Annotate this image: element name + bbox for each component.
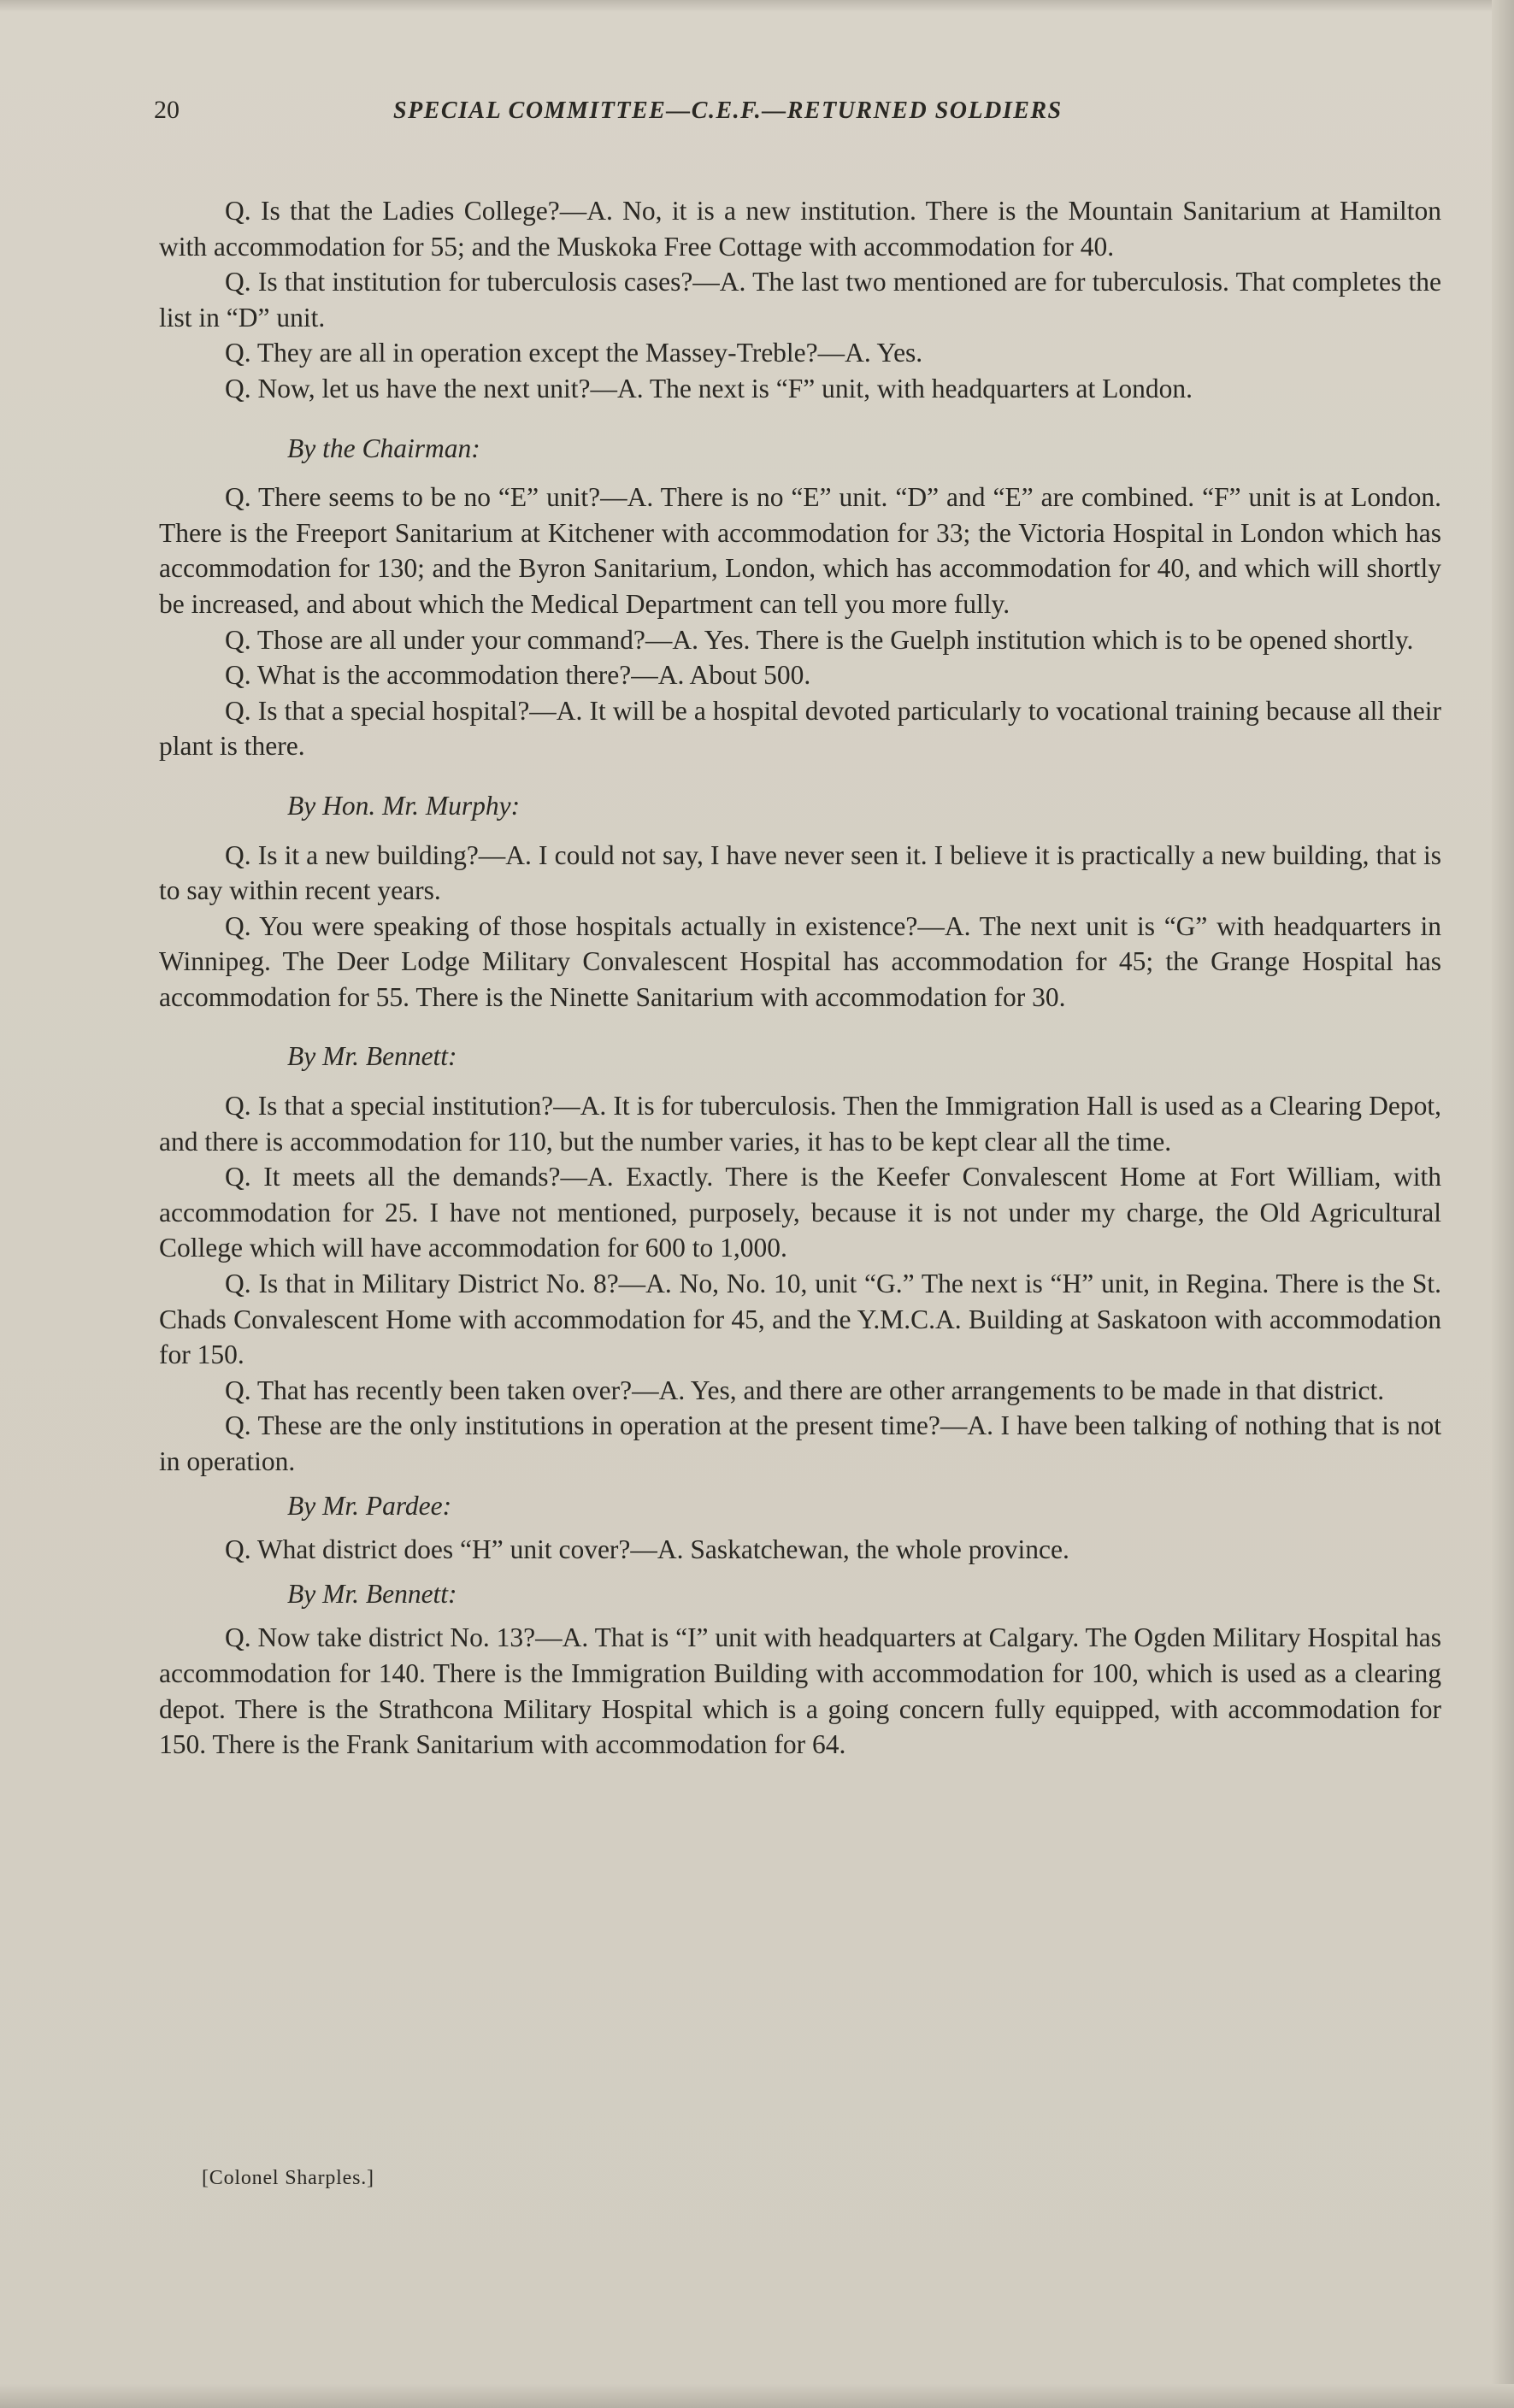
question-answer-paragraph: Q. Is that institution for tuberculosis cases?—A. The last two mentioned are for tuberculosis. That completes the list in “D” unit. xyxy=(159,267,1441,333)
question-answer-paragraph: Q. Now take district No. 13?—A. That is “I” unit with headquarters at Calgary. The Ogden Military Hospital has accommodation for 140. There is the Immigration Building with accommodation for 100, which is used as a clearing depot. There is the Strathcona Military Hospital which is a going concern fully equipped, with accommodation for 150. There is the Frank Sanitarium with accommodation for 64. xyxy=(159,1622,1441,1760)
speaker-heading: By the Chairman: xyxy=(287,433,480,463)
running-head: SPECIAL COMMITTEE—C.E.F.—RETURNED SOLDIERS xyxy=(393,97,1063,124)
page-number: 20 xyxy=(154,96,180,124)
page-bottom-edge xyxy=(0,2384,1514,2408)
page-header xyxy=(154,96,1445,140)
page-top-edge xyxy=(0,0,1514,12)
witness-note: [Colonel Sharples.] xyxy=(202,2167,374,2189)
question-answer-paragraph: Q. Those are all under your command?—A. Yes. There is the Guelph institution which is to be opened shortly. xyxy=(225,624,1414,655)
question-answer-paragraph: Q. Is that the Ladies College?—A. No, it is a new institution. There is the Mountain Sanitarium at Hamilton with accommodation for 55; and the Muskoka Free Cottage with accommodation for 40. xyxy=(159,196,1441,262)
question-answer-paragraph: Q. It meets all the demands?—A. Exactly. There is the Keefer Convalescent Home at Fort William, with accommodation for 25. I have not mentioned, purposely, because it is not under my charge, the Old Agricultural College which will have accommodation for 600 to 1,000. xyxy=(159,1162,1441,1263)
speaker-heading: By Mr. Bennett: xyxy=(287,1041,457,1072)
question-answer-paragraph: Q. There seems to be no “E” unit?—A. There is no “E” unit. “D” and “E” are combined. “F” unit is at London. There is the Freeport Sanitarium at Kitchener with accommodation for 33; the Victoria Hospital in London which has accommodation for 130; and the Byron Sanitarium, London, which has accommodation for 40, and which will shortly be increased, and about which the Medical Department can tell you more fully. xyxy=(159,482,1441,619)
page-right-edge xyxy=(1492,0,1514,2408)
question-answer-paragraph: Q. They are all in operation except the Massey-Treble?—A. Yes. xyxy=(225,338,923,368)
question-answer-paragraph: Q. Is it a new building?—A. I could not say, I have never seen it. I believe it is practically a new building, that is to say within recent years. xyxy=(159,839,1441,906)
speaker-heading: By Hon. Mr. Murphy: xyxy=(287,790,521,821)
question-answer-paragraph: Q. What district does “H” unit cover?—A. Saskatchewan, the whole province. xyxy=(225,1534,1069,1565)
speaker-heading: By Mr. Pardee: xyxy=(287,1490,452,1521)
question-answer-paragraph: Q. Now, let us have the next unit?—A. The next is “F” unit, with headquarters at London. xyxy=(225,373,1193,403)
question-answer-paragraph: Q. Is that a special hospital?—A. It will be a hospital devoted particularly to vocational training because all their plant is there. xyxy=(159,695,1441,762)
question-answer-paragraph: Q. What is the accommodation there?—A. About 500. xyxy=(225,660,811,691)
question-answer-paragraph: Q. Is that in Military District No. 8?—A. No, No. 10, unit “G.” The next is “H” unit, in Regina. There is the St. Chads Convalescent Home with accommodation for 45, and the Y.M.C.A. Building at Saskatoon with accommodation for 150. xyxy=(159,1269,1441,1370)
question-answer-paragraph: Q. Is that a special institution?—A. It is for tuberculosis. Then the Immigration Hall is used as a Clearing Depot, and there is accommodation for 110, but the number varies, it has to be kept clear all the time. xyxy=(159,1091,1441,1157)
testimony-body xyxy=(159,193,1441,1763)
question-answer-paragraph: Q. These are the only institutions in operation at the present time?—A. I have been talking of nothing that is not in operation. xyxy=(159,1410,1441,1476)
speaker-heading: By Mr. Bennett: xyxy=(287,1578,457,1609)
question-answer-paragraph: Q. That has recently been taken over?—A. Yes, and there are other arrangements to be made in that district. xyxy=(225,1375,1385,1405)
question-answer-paragraph: Q. You were speaking of those hospitals actually in existence?—A. The next unit is “G” with headquarters in Winnipeg. The Deer Lodge Military Convalescent Hospital has accommodation for 45; the Grange Hospital has accommodation for 55. There is the Ninette Sanitarium with accommodation for 30. xyxy=(159,910,1441,1012)
